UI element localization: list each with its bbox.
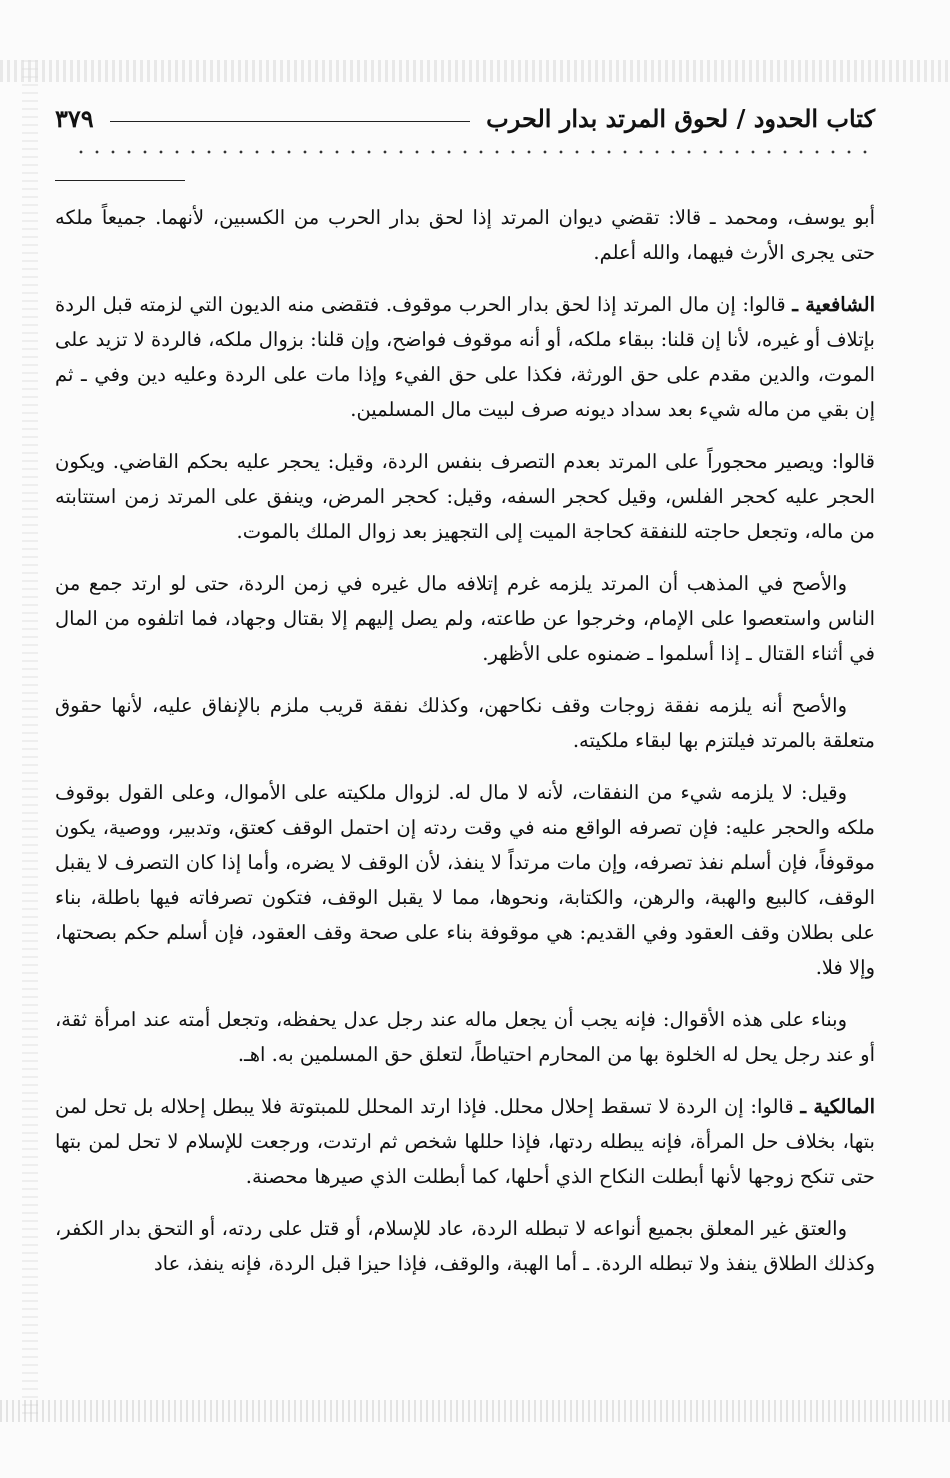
paragraph-lead: الشافعية ـ — [792, 293, 875, 316]
scan-noise-top — [0, 60, 950, 82]
header-title: كتاب الحدود / لحوق المرتد بدار الحرب — [486, 103, 875, 133]
dotted-divider — [73, 150, 875, 154]
header-rule — [110, 121, 470, 122]
paragraph — [55, 1211, 875, 1281]
scan-noise-bottom — [0, 1400, 950, 1422]
paragraph — [55, 1089, 875, 1194]
paragraph-text: قالوا: إن الردة لا تسقط إحلال محلل. فإذا ارتد المحلل للمبتوتة فلا يبطل إحلاله بل تحل لمن بتها، بخلاف حل المرأة، فإنه يبطله ردتها، فإذا حللها شخص ثم ارتدت، ورجعت للإسلام لا تحل لمن بتها حتى تنكح زوجها لأنها أبطلت النكاح الذي أحلها، كما أبطلت الذي صيرها محصنة. — [55, 1095, 875, 1188]
paragraph — [55, 444, 875, 549]
paragraph — [55, 566, 875, 671]
paragraph — [55, 775, 875, 985]
paragraph-text: والأصح في المذهب أن المرتد يلزمه غرم إتلافه مال غيره في زمن الردة، حتى لو ارتد جمع من الناس واستعصوا على الإمام، وخرجوا عن طاعته، ولم يصل إليهم إلا بقتال وجهاد، فما اتلفوه من المال في أثناء القتال ـ إذا أسلموا ـ ضمنوه على الأظهر. — [55, 572, 875, 665]
page-number: ٣٧٩ — [55, 103, 94, 133]
footnote-rule — [55, 180, 185, 181]
paragraph-text: والعتق غير المعلق بجميع أنواعه لا تبطله الردة، عاد للإسلام، أو قتل على ردته، أو التحق بدار الكفر، وكذلك الطلاق ينفذ ولا تبطله الردة. ـ أما الهبة، والوقف، فإذا حيزا قبل الردة، فإنه ينفذ، عاد — [55, 1217, 875, 1275]
paragraph — [55, 1002, 875, 1072]
paragraph-text: وقيل: لا يلزمه شيء من النفقات، لأنه لا مال له. لزوال ملكيته على الأموال، وعلى القول بوقوف ملكه والحجر عليه: فإن تصرفه الواقع منه في وقت ردته إن احتمل الوقف كعتق، وتدبير، ووصية، يكون موقوفاً، فإن أسلم نفذ تصرفه، وإن مات مرتداً لا ينفذ، لأن الوقف لا يضره، وأما إذا كان التصرف لا يقبل الوقف، كالبيع والهبة، والرهن، والكتابة، ونحوها، مما لا يقبل الوقف، فتكون تصرفاته فيها باطلة، بناء على بطلان وقف العقود وفي القديم: هي موقوفة بناء على صحة وقف العقود، فإن أسلم حكم بصحتها، وإلا فلا. — [55, 781, 875, 979]
paragraph — [55, 287, 875, 427]
paragraph-text: قالوا: إن مال المرتد إذا لحق بدار الحرب موقوف. فتقضى منه الديون التي لزمته قبل الردة بإتلاف أو غيره، لأنا إن قلنا: ببقاء ملكه، أو أنه موقوف فواضح، وإن قلنا: بزوال ملكه، فالردة لا تزيد على الموت، والدين مقدم على حق الورثة، فكذا على حق الفيء وإذا مات على الردة وعليه دين وفي ـ ثم إن بقي من ماله شيء بعد سداد ديونه صرف لبيت مال المسلمين. — [55, 293, 875, 421]
paragraph-text: وبناء على هذه الأقوال: فإنه يجب أن يجعل ماله عند رجل عدل يحفظه، وتجعل أمته عند امرأة ثقة، أو عند رجل يحل له الخلوة بها من المحارم احتياطاً، لتعلق حق المسلمين به. اهـ. — [55, 1008, 875, 1066]
running-header — [55, 98, 875, 138]
paragraph — [55, 200, 875, 270]
body-text — [55, 200, 875, 1298]
paragraph-text: أبو يوسف، ومحمد ـ قالا: تقضي ديوان المرتد إذا لحق بدار الحرب من الكسبين، لأنهما. جميعاً ملكه حتى يجرى الأرث فيهما، والله أعلم. — [55, 206, 875, 264]
book-page — [55, 90, 875, 1390]
scan-noise-edge — [22, 60, 38, 1420]
paragraph — [55, 688, 875, 758]
paragraph-text: والأصح أنه يلزمه نفقة زوجات وقف نكاحهن، وكذلك نفقة قريب ملزم بالإنفاق عليه، لأنها حقوق متعلقة بالمرتد فيلتزم بها لبقاء ملكيته. — [55, 694, 875, 752]
paragraph-lead: المالكية ـ — [800, 1095, 876, 1118]
paragraph-text: قالوا: ويصير محجوراً على المرتد بعدم التصرف بنفس الردة، وقيل: يحجر عليه بحكم القاضي. ويكون الحجر عليه كحجر الفلس، وقيل كحجر السفه، وقيل: كحجر المرض، وينفق على المرتد زمن استتابته من ماله، وتجعل حاجته للنفقة كحاجة الميت إلى التجهيز بعد زوال الملك بالموت. — [55, 450, 875, 543]
